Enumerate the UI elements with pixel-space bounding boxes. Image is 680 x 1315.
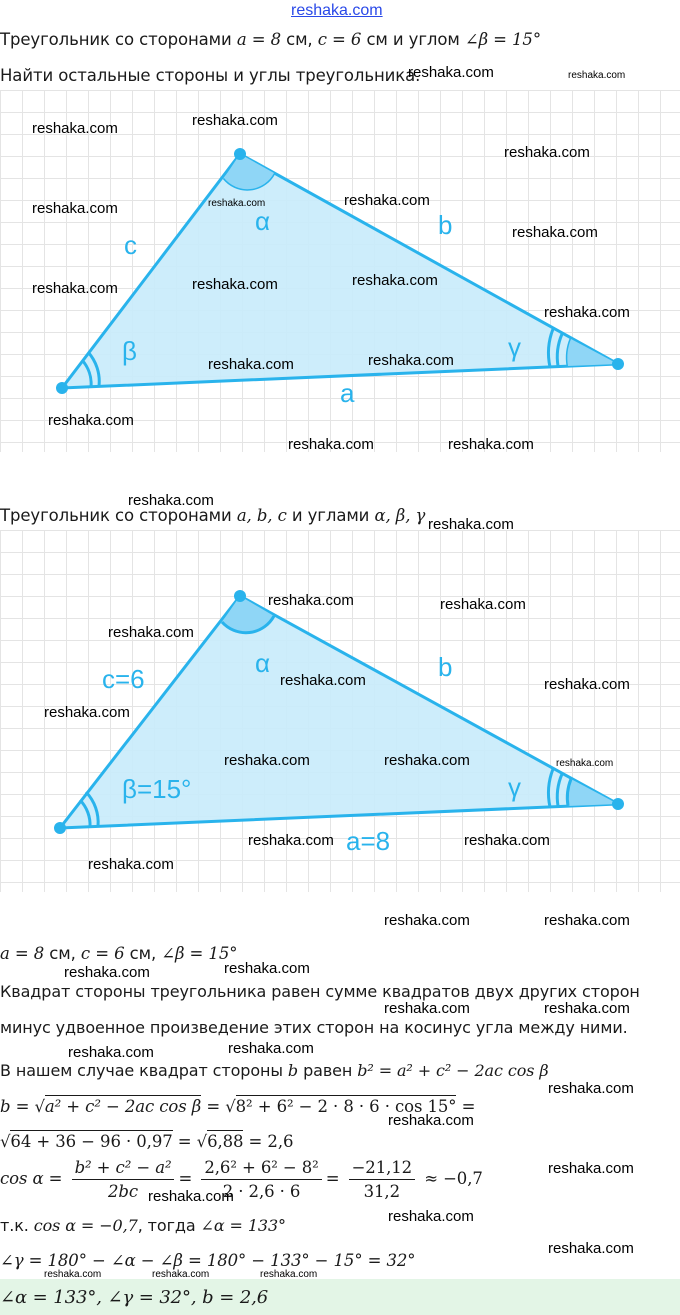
problem-text: Треугольник со сторонами — [0, 30, 237, 49]
gamma-line: ∠γ = 180° − ∠α − ∠β = 180° − 133° − 15° = 32° — [0, 1251, 416, 1270]
label-gamma: γ — [508, 772, 521, 802]
vertex-right — [612, 358, 624, 370]
label-side-a: a=8 — [346, 826, 391, 856]
watermark: reshaka.com — [544, 676, 630, 693]
cosine-rule-line-2: минус удвоенное произведение этих сторон на косинус угла между ними. — [0, 1018, 628, 1037]
watermark: reshaka.com — [556, 758, 614, 769]
watermark: reshaka.com — [440, 596, 526, 613]
tk-line — [0, 1216, 286, 1235]
watermark: reshaka.com — [544, 1000, 630, 1017]
watermark: reshaka.com — [208, 198, 266, 209]
watermark: reshaka.com — [384, 752, 470, 769]
vertex-left — [54, 822, 66, 834]
label-side-c: c — [124, 230, 137, 260]
watermark: reshaka.com — [224, 960, 310, 977]
watermark: reshaka.com — [208, 356, 294, 373]
label-beta: β — [122, 336, 137, 366]
watermark: reshaka.com — [388, 1208, 474, 1225]
watermark: reshaka.com — [428, 516, 514, 533]
cos-result: ≈ −0,7 — [424, 1169, 483, 1188]
b-eq: = √ — [201, 1097, 236, 1116]
watermark: reshaka.com — [128, 492, 214, 509]
label-alpha: α — [255, 648, 271, 678]
answer-box — [0, 1279, 680, 1315]
label-side-a: a — [340, 378, 355, 408]
watermark: reshaka.com — [344, 192, 430, 209]
watermark: reshaka.com — [280, 672, 366, 689]
caption-text: и углами — [286, 506, 375, 525]
watermark: reshaka.com — [48, 412, 134, 429]
watermark: reshaka.com — [568, 70, 626, 81]
given-c: c = 6 — [80, 944, 125, 963]
label-alpha: α — [255, 206, 271, 236]
watermark: reshaka.com — [388, 1112, 474, 1129]
case-formula: b² = a² + c² − 2ac cos β — [357, 1061, 549, 1080]
given-a: a = 8 — [0, 944, 45, 963]
watermark: reshaka.com — [224, 752, 310, 769]
watermark: reshaka.com — [384, 912, 470, 929]
tk-text: , тогда — [137, 1216, 201, 1235]
label-beta: β=15° — [122, 774, 192, 804]
unit-text: см и углом — [361, 30, 465, 49]
side-a-value: a = 8 — [236, 30, 281, 49]
angle-beta-value: ∠β = 15° — [464, 30, 541, 49]
fraction-1-num: b² + c² − a² — [72, 1158, 175, 1180]
given-line — [0, 944, 237, 963]
label-gamma: γ — [508, 332, 521, 362]
case-text: равен — [298, 1061, 358, 1080]
b2-radicand-2: 6,88 — [207, 1132, 244, 1151]
watermark: reshaka.com — [88, 856, 174, 873]
watermark: reshaka.com — [248, 832, 334, 849]
watermark: reshaka.com — [352, 272, 438, 289]
watermark: reshaka.com — [108, 624, 194, 641]
unit-text: см, — [124, 944, 162, 963]
side-c-value: c = 6 — [317, 30, 362, 49]
watermark: reshaka.com — [148, 1188, 234, 1205]
vertex-top — [234, 590, 246, 602]
unit-text: см, — [44, 944, 81, 963]
watermark: reshaka.com — [544, 304, 630, 321]
fraction-1-den: 2bc — [108, 1182, 139, 1201]
b2-result: = 2,6 — [243, 1132, 294, 1151]
watermark: reshaka.com — [548, 1160, 634, 1177]
watermark: reshaka.com — [68, 1044, 154, 1061]
watermark: reshaka.com — [548, 1080, 634, 1097]
b-radicand-2: 8² + 6² − 2 · 8 · 6 · cos 15° — [235, 1097, 457, 1116]
fraction-2-den: 2 · 2,6 · 6 — [222, 1182, 301, 1201]
watermark: reshaka.com — [152, 1269, 210, 1280]
watermark: reshaka.com — [384, 1000, 470, 1017]
watermark: reshaka.com — [32, 280, 118, 297]
b-calc-line — [0, 1132, 293, 1151]
fraction-3 — [349, 1158, 415, 1201]
cos-alpha-line: cos α = $\frac{\text{b² + c² − a²}}{2bc}$ = $\frac{\text{2,6² + 6² − 8²}}{2 \cdot 2,6 \cdot 6}$ = $\frac{-21,12}{31,2}$ ≈ −0,7 — [0, 1158, 483, 1201]
caption-angles: α, β, γ — [374, 506, 426, 525]
cos-lhs: cos α = — [0, 1169, 63, 1188]
watermark: reshaka.com — [544, 912, 630, 929]
caption-text: Треугольник со сторонами — [0, 506, 237, 525]
case-line — [0, 1061, 548, 1080]
watermark: reshaka.com — [32, 200, 118, 217]
watermark: reshaka.com — [192, 112, 278, 129]
b-end: = — [456, 1097, 476, 1116]
fraction-2-num: 2,6² + 6² − 8² — [201, 1158, 321, 1180]
watermark: reshaka.com — [504, 144, 590, 161]
watermark: reshaka.com — [260, 1269, 318, 1280]
label-side-b: b — [438, 652, 453, 682]
b2-radicand-1: 64 + 36 − 96 · 0,97 — [10, 1132, 173, 1151]
problem-line-1 — [0, 30, 541, 49]
watermark: reshaka.com — [288, 436, 374, 453]
watermark: reshaka.com — [192, 276, 278, 293]
label-side-b: b — [438, 210, 453, 240]
triangle-shape — [62, 154, 618, 388]
watermark: reshaka.com — [464, 832, 550, 849]
unit-text: см, — [280, 30, 318, 49]
tk-cos: cos α = −0,7 — [33, 1216, 138, 1235]
watermark: reshaka.com — [44, 704, 130, 721]
answer-text: ∠α = 133°, ∠γ = 32°, b = 2,6 — [0, 1287, 269, 1308]
problem-line-2: Найти остальные стороны и углы треугольника. — [0, 66, 421, 85]
watermark: reshaka.com — [448, 436, 534, 453]
fraction-3-den: 31,2 — [363, 1182, 400, 1201]
watermark: reshaka.com — [228, 1040, 314, 1057]
caption-sides: a, b, c — [236, 506, 287, 525]
fraction-3-num: −21,12 — [349, 1158, 415, 1180]
label-side-c: c=6 — [102, 664, 145, 694]
watermark: reshaka.com — [408, 64, 494, 81]
watermark: reshaka.com — [512, 224, 598, 241]
vertex-left — [56, 382, 68, 394]
watermark: reshaka.com — [548, 1240, 634, 1257]
case-text: В нашем случае квадрат стороны — [0, 1061, 288, 1080]
header-watermark[interactable]: reshaka.com — [291, 2, 383, 19]
b2-mid: = √ — [172, 1132, 208, 1151]
vertex-right — [612, 798, 624, 810]
watermark: reshaka.com — [368, 352, 454, 369]
case-var: b — [287, 1061, 299, 1080]
watermark: reshaka.com — [268, 592, 354, 609]
vertex-top — [234, 148, 246, 160]
watermark: reshaka.com — [44, 1269, 102, 1280]
cosine-rule-line-1: Квадрат стороны треугольника равен сумме квадратов двух других сторон — [0, 982, 640, 1001]
given-beta: ∠β = 15° — [161, 944, 238, 963]
b-lhs: b = √ — [0, 1097, 45, 1116]
tk-text: т.к. — [0, 1216, 34, 1235]
sqrt-sign: √ — [0, 1132, 11, 1151]
watermark: reshaka.com — [32, 120, 118, 137]
b-radicand-1: a² + c² − 2ac cos β — [44, 1097, 202, 1116]
watermark: reshaka.com — [64, 964, 150, 981]
tk-alpha: ∠α = 133° — [200, 1216, 286, 1235]
